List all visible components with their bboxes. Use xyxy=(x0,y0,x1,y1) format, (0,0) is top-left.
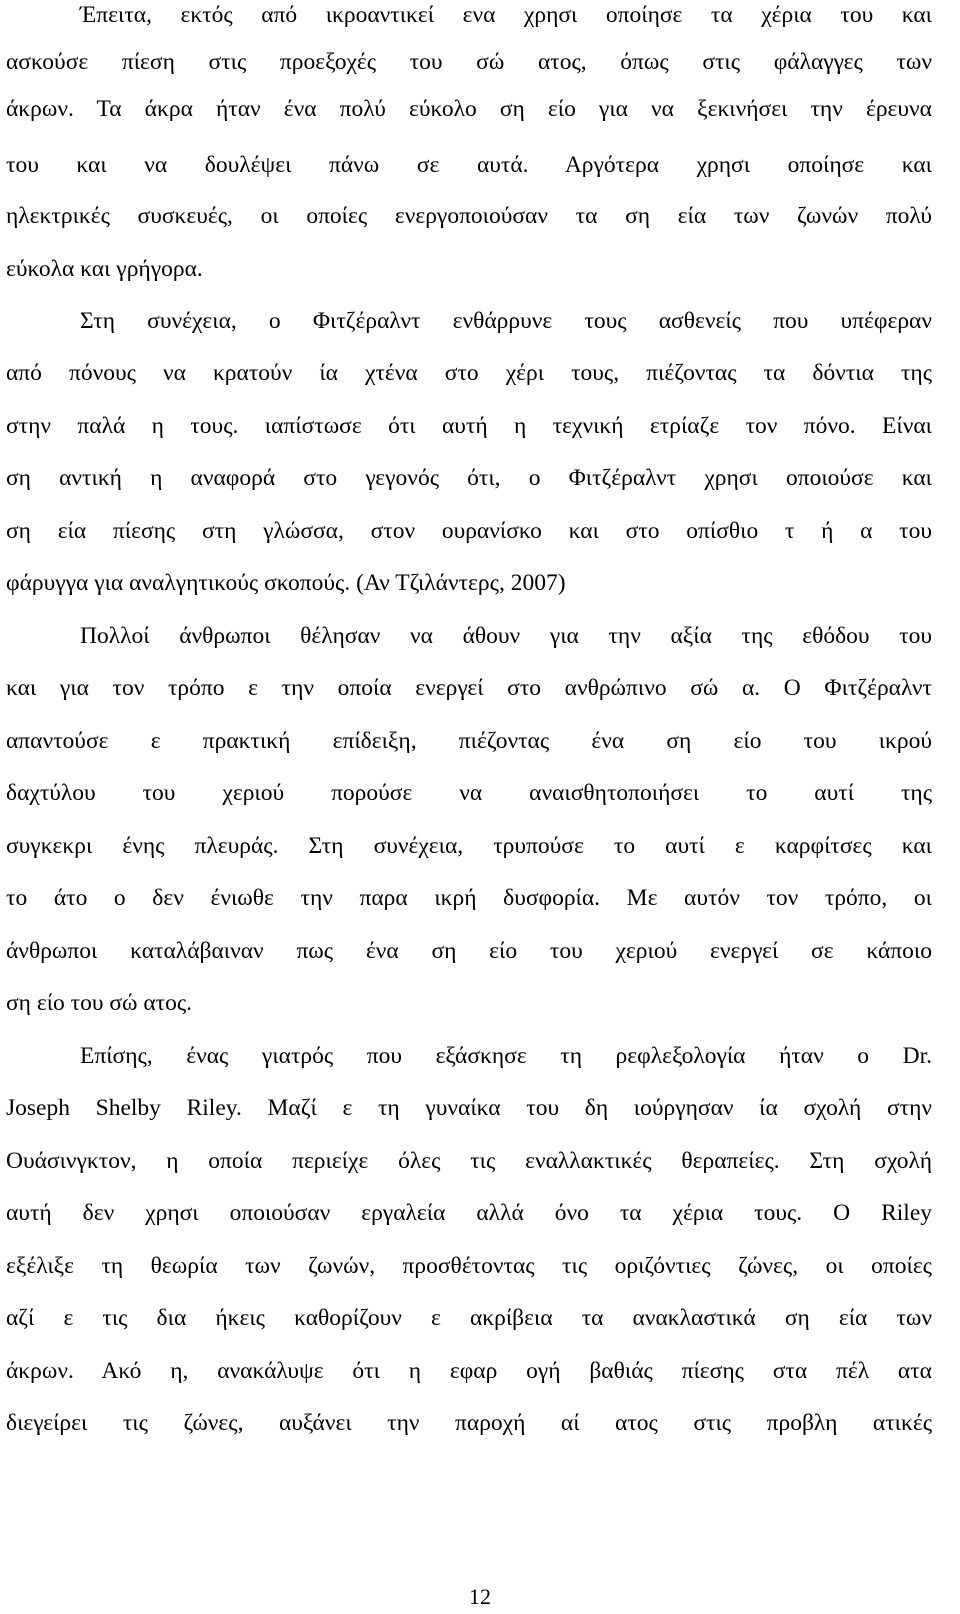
text-line: εξέλιξε τη θεωρία των ζωνών, προσθέτοντας τις οριζόντιες ζώνες, οι οποίες xyxy=(6,1253,932,1279)
text-line: απαντούσε ε πρακτική επίδειξη, πιέζοντας ένα ση είο του ικρού xyxy=(6,728,932,754)
text-line: Στη συνέχεια, ο Φιτζέραλντ ενθάρρυνε τους ασθενείς που υπέφεραν xyxy=(80,308,932,334)
text-line: άκρων. Τα άκρα ήταν ένα πολύ εύκολο ση είο για να ξεκινήσει την έρευνα xyxy=(6,96,932,122)
text-line: εύκολα και γρήγορα. xyxy=(6,256,203,282)
text-line: και για τον τρόπο ε την οποία ενεργεί στο ανθρώπινο σώ α. Ο Φιτζέραλντ xyxy=(6,675,932,701)
text-line: Πολλοί άνθρωποι θέλησαν να άθουν για την αξία της εθόδου του xyxy=(80,623,932,649)
text-line: Joseph Shelby Riley. Μαζί ε τη γυναίκα του δη ιούργησαν ία σχολή στην xyxy=(6,1095,932,1121)
text-line: ηλεκτρικές συσκευές, οι οποίες ενεργοποιούσαν τα ση εία των ζωνών πολύ xyxy=(6,203,932,229)
text-line: ασκούσε πίεση στις προεξοχές του σώ ατος, όπως στις φάλαγγες των xyxy=(6,49,932,75)
text-line: από πόνους να κρατούν ία χτένα στο χέρι τους, πιέζοντας τα δόντια της xyxy=(6,360,932,386)
text-line: άκρων. Ακό η, ανακάλυψε ότι η εφαρ ογή βαθιάς πίεσης στα πέλ ατα xyxy=(6,1358,932,1384)
text-line: Επίσης, ένας γιατρός που εξάσκησε τη ρεφλεξολογία ήταν ο Dr. xyxy=(80,1043,932,1069)
text-line: διεγείρει τις ζώνες, αυξάνει την παροχή αί ατος στις προβλη ατικές xyxy=(6,1410,932,1436)
text-line: Ουάσινγκτον, η οποία περιείχε όλες τις εναλλακτικές θεραπείες. Στη σχολή xyxy=(6,1148,932,1174)
text-line: ση αντική η αναφορά στο γεγονός ότι, ο Φιτζέραλντ χρησι οποιούσε και xyxy=(6,465,932,491)
text-line: συγκεκρι ένης πλευράς. Στη συνέχεια, τρυπούσε το αυτί ε καρφίτσες και xyxy=(6,833,932,859)
text-line: αζί ε τις δια ήκεις καθορίζουν ε ακρίβεια τα ανακλαστικά ση εία των xyxy=(6,1305,932,1331)
text-line: δαχτύλου του χεριού πορούσε να αναισθητοποιήσει το αυτί της xyxy=(6,780,932,806)
text-line: αυτή δεν χρησι οποιούσαν εργαλεία αλλά όνο τα χέρια τους. Ο Riley xyxy=(6,1200,932,1226)
text-line: ση είο του σώ ατος. xyxy=(6,990,193,1016)
text-line: στην παλά η τους. ιαπίστωσε ότι αυτή η τεχνική ετρίαζε τον πόνο. Είναι xyxy=(6,413,932,439)
text-line: Έπειτα, εκτός από ικροαντικεί ενα χρησι οποίησε τα χέρια του και xyxy=(80,2,932,28)
page-number: 12 xyxy=(469,1584,491,1609)
text-line: του και να δουλέψει πάνω σε αυτά. Αργότερα χρησι οποίησε και xyxy=(6,152,932,178)
text-line: ση εία πίεσης στη γλώσσα, στον ουρανίσκο και στο οπίσθιο τ ή α του xyxy=(6,518,932,544)
text-line: το άτο ο δεν ένιωθε την παρα ικρή δυσφορία. Με αυτόν τον τρόπο, οι xyxy=(6,885,932,911)
text-line: άνθρωποι καταλάβαιναν πως ένα ση είο του χεριού ενεργεί σε κάποιο xyxy=(6,938,932,964)
text-line: φάρυγγα για αναλγητικούς σκοπούς. (Αν Τζιλάντερς, 2007) xyxy=(6,570,566,596)
